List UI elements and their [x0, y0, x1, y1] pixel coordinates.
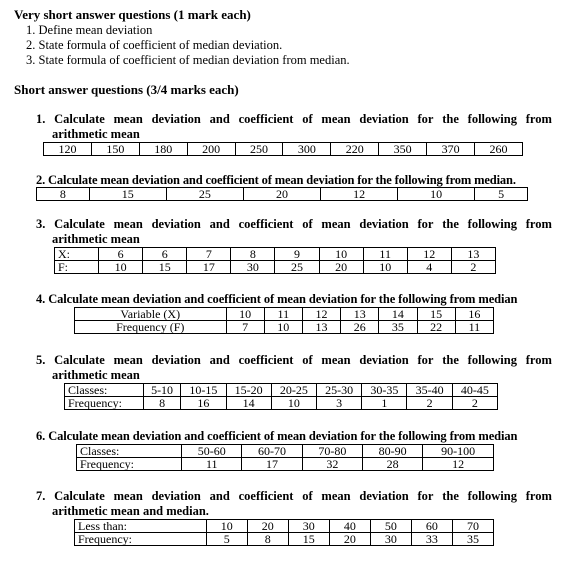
q5-word: following: [467, 353, 517, 367]
table-cell: 15: [89, 188, 166, 201]
table-cell: 28: [363, 458, 423, 471]
table-cell: 10-15: [181, 384, 226, 397]
table-cell: 16: [455, 308, 493, 321]
table-cell: 26: [341, 321, 379, 334]
q1-line1: [36, 112, 552, 127]
table-cell: 13: [451, 248, 495, 261]
q7-word: 7.: [36, 489, 46, 503]
table-cell: 10: [363, 261, 407, 274]
q5-word: of: [302, 353, 313, 367]
q3-word: Calculate: [54, 217, 105, 231]
q1-word: the: [442, 112, 459, 126]
q3-table: [54, 247, 496, 274]
q7-word: of: [302, 489, 313, 503]
q3-word: the: [442, 217, 459, 231]
table-cell: 1: [362, 397, 407, 410]
q3-word: of: [302, 217, 313, 231]
q5-word: and: [209, 353, 230, 367]
q1-word: mean: [113, 112, 143, 126]
table-cell: 40: [329, 520, 370, 533]
table-cell: 11: [264, 308, 302, 321]
q2-text: 2. Calculate mean deviation and coefficient of mean deviation for the following from median.: [36, 173, 516, 187]
q7-word: following: [467, 489, 517, 503]
q5-word: Calculate: [54, 353, 105, 367]
table-cell: 370: [427, 143, 475, 156]
table-cell: 14: [226, 397, 271, 410]
q5-word: deviation: [359, 353, 409, 367]
row-label: F:: [55, 261, 99, 274]
row-label: Classes:: [65, 384, 144, 397]
table-cell: 12: [423, 458, 494, 471]
table-cell: 35: [452, 533, 493, 546]
q5-line1: [36, 353, 552, 368]
table-cell: 25: [166, 188, 243, 201]
table-cell: 50-60: [182, 445, 242, 458]
table-cell: 90-100: [423, 445, 494, 458]
row-label: Frequency:: [77, 458, 182, 471]
q7-table: [74, 519, 494, 546]
q5-word: the: [442, 353, 459, 367]
table-cell: 8: [143, 397, 180, 410]
table-cell: 2: [451, 261, 495, 274]
q7-word: mean: [113, 489, 143, 503]
table-cell: 300: [283, 143, 331, 156]
q6-table: [76, 444, 494, 471]
q1-word: deviation: [151, 112, 201, 126]
q7-word: from: [525, 489, 552, 503]
row-label: Frequency (F): [75, 321, 227, 334]
q1-word: of: [302, 112, 313, 126]
q3-word: deviation: [359, 217, 409, 231]
table-cell: 33: [411, 533, 452, 546]
q1-word: mean: [321, 112, 351, 126]
table-cell: 4: [407, 261, 451, 274]
row-label: Frequency:: [65, 397, 144, 410]
table-cell: 220: [331, 143, 379, 156]
q3-word: mean: [113, 217, 143, 231]
q5-word: coefficient: [238, 353, 294, 367]
q3-word: mean: [321, 217, 351, 231]
table-cell: 200: [187, 143, 235, 156]
table-cell: 16: [181, 397, 226, 410]
table-cell: 8: [247, 533, 288, 546]
table-cell: 2: [452, 397, 497, 410]
q2-table: [36, 187, 528, 201]
q7-word: for: [417, 489, 434, 503]
table-cell: 11: [182, 458, 242, 471]
table-cell: 40-45: [452, 384, 497, 397]
table-cell: 9: [275, 248, 319, 261]
table-cell: 6: [143, 248, 187, 261]
table-cell: 250: [235, 143, 283, 156]
q1-word: from: [525, 112, 552, 126]
table-cell: 70-80: [302, 445, 362, 458]
table-cell: 30-35: [362, 384, 407, 397]
q3-line2: arithmetic mean: [52, 232, 140, 246]
short-answer-heading: Short answer questions (3/4 marks each): [14, 82, 239, 97]
q7-line2: arithmetic mean and median.: [52, 504, 209, 518]
q5-table: [64, 383, 498, 410]
table-cell: 22: [417, 321, 455, 334]
q3-word: following: [467, 217, 517, 231]
table-cell: 25-30: [317, 384, 362, 397]
table-cell: 60: [411, 520, 452, 533]
q1-word: for: [417, 112, 434, 126]
vsq-item-1: 1. Define mean deviation: [26, 23, 153, 37]
table-cell: 11: [363, 248, 407, 261]
q1-line2: arithmetic mean: [52, 127, 140, 141]
q1-word: 1.: [36, 112, 46, 126]
table-cell: 7: [187, 248, 231, 261]
table-cell: 3: [317, 397, 362, 410]
row-label: Frequency:: [75, 533, 207, 546]
q3-word: and: [209, 217, 230, 231]
q3-word: 3.: [36, 217, 46, 231]
table-cell: 15-20: [226, 384, 271, 397]
table-cell: 5: [206, 533, 247, 546]
q1-word: following: [467, 112, 517, 126]
table-cell: 20: [319, 261, 363, 274]
table-cell: 5-10: [143, 384, 180, 397]
table-cell: 17: [187, 261, 231, 274]
table-cell: 180: [139, 143, 187, 156]
table-cell: 5: [475, 188, 528, 201]
table-cell: 50: [370, 520, 411, 533]
table-cell: 35-40: [407, 384, 452, 397]
table-cell: 15: [288, 533, 329, 546]
table-cell: 20: [243, 188, 320, 201]
q3-word: from: [525, 217, 552, 231]
table-cell: 12: [407, 248, 451, 261]
q5-word: 5.: [36, 353, 46, 367]
q5-word: from: [525, 353, 552, 367]
row-label: Classes:: [77, 445, 182, 458]
table-cell: 120: [44, 143, 92, 156]
q4-table: [74, 307, 494, 334]
table-cell: 12: [302, 308, 340, 321]
table-cell: 6: [99, 248, 143, 261]
table-cell: 20-25: [271, 384, 316, 397]
table-cell: 80-90: [363, 445, 423, 458]
table-cell: 35: [379, 321, 417, 334]
q3-line1: [36, 217, 552, 232]
table-cell: 10: [264, 321, 302, 334]
table-cell: 10: [99, 261, 143, 274]
row-label: Less than:: [75, 520, 207, 533]
table-cell: 10: [226, 308, 264, 321]
q1-word: and: [209, 112, 230, 126]
q5-word: deviation: [151, 353, 201, 367]
q3-word: deviation: [151, 217, 201, 231]
q7-word: coefficient: [238, 489, 294, 503]
table-cell: 350: [379, 143, 427, 156]
q4-text: 4. Calculate mean deviation and coefficient of mean deviation for the following from median: [36, 292, 518, 306]
table-cell: 11: [455, 321, 493, 334]
table-cell: 60-70: [242, 445, 302, 458]
table-cell: 30: [370, 533, 411, 546]
q3-word: for: [417, 217, 434, 231]
table-cell: 2: [407, 397, 452, 410]
table-cell: 10: [206, 520, 247, 533]
q1-table: [43, 142, 523, 156]
table-cell: 7: [226, 321, 264, 334]
table-cell: 10: [271, 397, 316, 410]
table-cell: 12: [321, 188, 398, 201]
vsq-item-3: 3. State formula of coefficient of median deviation from median.: [26, 53, 350, 67]
table-cell: 14: [379, 308, 417, 321]
table-cell: 25: [275, 261, 319, 274]
q1-word: Calculate: [54, 112, 105, 126]
table-cell: 30: [288, 520, 329, 533]
table-cell: 8: [231, 248, 275, 261]
table-cell: 10: [398, 188, 475, 201]
q7-word: deviation: [151, 489, 201, 503]
table-cell: 20: [329, 533, 370, 546]
q6-text: 6. Calculate mean deviation and coefficient of mean deviation for the following from median: [36, 429, 518, 443]
vsq-item-2: 2. State formula of coefficient of median deviation.: [26, 38, 283, 52]
table-cell: 30: [231, 261, 275, 274]
table-cell: 20: [247, 520, 288, 533]
q7-word: the: [442, 489, 459, 503]
table-cell: 32: [302, 458, 362, 471]
table-cell: 260: [475, 143, 523, 156]
table-cell: 17: [242, 458, 302, 471]
very-short-heading: Very short answer questions (1 mark each): [14, 7, 251, 22]
q5-word: mean: [113, 353, 143, 367]
q7-word: Calculate: [54, 489, 105, 503]
q1-word: deviation: [359, 112, 409, 126]
row-label: X:: [55, 248, 99, 261]
q7-word: deviation: [359, 489, 409, 503]
table-cell: 8: [37, 188, 90, 201]
q3-word: coefficient: [238, 217, 294, 231]
table-cell: 10: [319, 248, 363, 261]
table-cell: 15: [143, 261, 187, 274]
q7-word: and: [209, 489, 230, 503]
table-cell: 70: [452, 520, 493, 533]
table-cell: 15: [417, 308, 455, 321]
q5-word: for: [417, 353, 434, 367]
q7-line1: [36, 489, 552, 504]
table-cell: 13: [341, 308, 379, 321]
q1-word: coefficient: [238, 112, 294, 126]
q5-word: mean: [321, 353, 351, 367]
row-label: Variable (X): [75, 308, 227, 321]
table-cell: 13: [302, 321, 340, 334]
q5-line2: arithmetic mean: [52, 368, 140, 382]
table-cell: 150: [91, 143, 139, 156]
q7-word: mean: [321, 489, 351, 503]
